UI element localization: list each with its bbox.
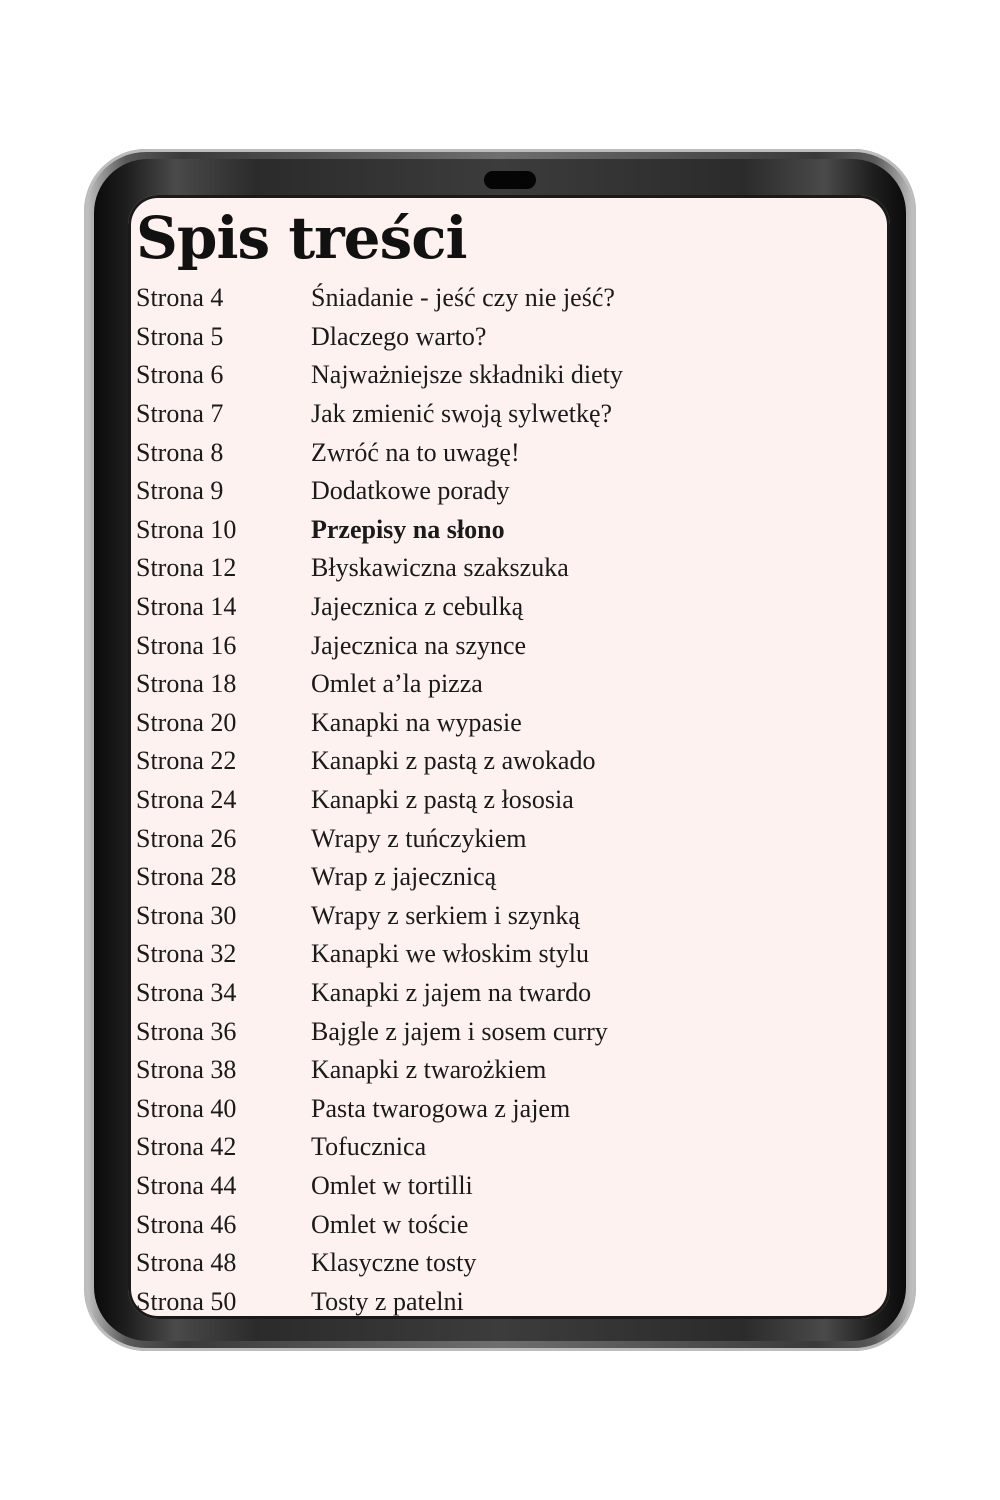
toc-page-number: Strona 24 [136, 785, 237, 815]
toc-entry-title: Tosty z patelni [311, 1286, 464, 1316]
toc-page-number: Strona 30 [136, 900, 237, 930]
toc-page-number: Strona 36 [136, 1016, 237, 1046]
toc-page-number: Strona 4 [136, 283, 224, 313]
toc-row [136, 472, 876, 511]
toc-entry-title: Omlet a’la pizza [311, 669, 483, 699]
toc-row [136, 549, 876, 588]
toc-entry-title: Wrap z jajecznicą [311, 862, 497, 892]
toc-entry-title: Kanapki we włoskim stylu [311, 939, 590, 969]
toc-row [136, 1012, 876, 1051]
toc-page-number: Strona 34 [136, 977, 237, 1007]
toc-page-number: Strona 9 [136, 476, 224, 506]
toc-entry-title: Omlet w toście [311, 1209, 469, 1239]
toc-row [136, 318, 876, 357]
toc-page-number: Strona 28 [136, 862, 237, 892]
toc-row [136, 897, 876, 936]
toc-entry-title: Tofucznica [311, 1132, 427, 1162]
toc-row [136, 356, 876, 395]
toc-row [136, 511, 876, 550]
toc-page-number: Strona 40 [136, 1093, 237, 1123]
toc-page-number: Strona 38 [136, 1055, 237, 1085]
toc-row [136, 1128, 876, 1167]
toc-page-number: Strona 46 [136, 1209, 237, 1239]
toc-page-number: Strona 48 [136, 1248, 237, 1278]
toc-row [136, 395, 876, 434]
toc-row [136, 742, 876, 781]
toc-entry-title: Dodatkowe porady [311, 476, 510, 506]
toc-section-heading: Przepisy na słono [311, 514, 505, 544]
tablet-frame [84, 149, 916, 1351]
toc-entry-title: Jajecznica z cebulką [311, 592, 524, 622]
toc-row [136, 1282, 876, 1319]
toc-row [136, 1244, 876, 1283]
toc-page-number: Strona 18 [136, 669, 237, 699]
toc-entry-title: Kanapki z jajem na twardo [311, 977, 592, 1007]
toc-entry-title: Błyskawiczna szakszuka [311, 553, 569, 583]
page-title: Spis treści [136, 204, 467, 272]
toc-entry-title: Jak zmienić swoją sylwetkę? [311, 399, 613, 429]
toc-entry-title: Wrapy z tuńczykiem [311, 823, 527, 853]
toc-row [136, 665, 876, 704]
toc-page-number: Strona 32 [136, 939, 237, 969]
toc-page-number: Strona 22 [136, 746, 237, 776]
toc-entry-title: Kanapki z pastą z łososia [311, 785, 574, 815]
toc-page-number: Strona 12 [136, 553, 237, 583]
toc-entry-title: Najważniejsze składniki diety [311, 360, 623, 390]
toc-entry-title: Kanapki na wypasie [311, 707, 522, 737]
toc-entry-title: Bajgle z jajem i sosem curry [311, 1016, 608, 1046]
toc-page-number: Strona 26 [136, 823, 237, 853]
toc-entry-title: Omlet w tortilli [311, 1170, 473, 1200]
toc-page-number: Strona 6 [136, 360, 224, 390]
toc-row [136, 935, 876, 974]
toc-entry-title: Zwróć na to uwagę! [311, 437, 520, 467]
toc-page-number: Strona 20 [136, 707, 237, 737]
toc-entry-title: Dlaczego warto? [311, 321, 487, 351]
toc-row [136, 1051, 876, 1090]
toc-row [136, 1205, 876, 1244]
toc-row [136, 704, 876, 743]
toc-page-number: Strona 7 [136, 399, 224, 429]
toc-row [136, 279, 876, 318]
toc-row [136, 974, 876, 1013]
toc-entry-title: Wrapy z serkiem i szynką [311, 900, 580, 930]
toc-row [136, 858, 876, 897]
toc-page-number: Strona 14 [136, 592, 237, 622]
toc-row [136, 433, 876, 472]
toc-page-number: Strona 44 [136, 1170, 237, 1200]
toc-entry-title: Śniadanie - jeść czy nie jeść? [311, 283, 615, 313]
toc-entry-title: Klasyczne tosty [311, 1248, 477, 1278]
toc-page-number: Strona 50 [136, 1286, 237, 1316]
toc-page-number: Strona 16 [136, 630, 237, 660]
toc-entry-title: Jajecznica na szynce [311, 630, 527, 660]
toc-row [136, 588, 876, 627]
toc-row [136, 819, 876, 858]
toc-page-number: Strona 42 [136, 1132, 237, 1162]
tablet-bezel [94, 159, 906, 1341]
toc-row [136, 781, 876, 820]
toc-entry-title: Kanapki z twarożkiem [311, 1055, 547, 1085]
toc-page-number: Strona 8 [136, 437, 224, 467]
toc-row [136, 1089, 876, 1128]
toc-entry-title: Kanapki z pastą z awokado [311, 746, 596, 776]
toc-page-number: Strona 10 [136, 514, 237, 544]
toc-entry-title: Pasta twarogowa z jajem [311, 1093, 571, 1123]
toc-row [136, 1167, 876, 1206]
toc-page-number: Strona 5 [136, 321, 224, 351]
table-of-contents [136, 279, 876, 1319]
camera-notch [484, 171, 536, 189]
toc-row [136, 626, 876, 665]
tablet-screen [128, 195, 890, 1319]
